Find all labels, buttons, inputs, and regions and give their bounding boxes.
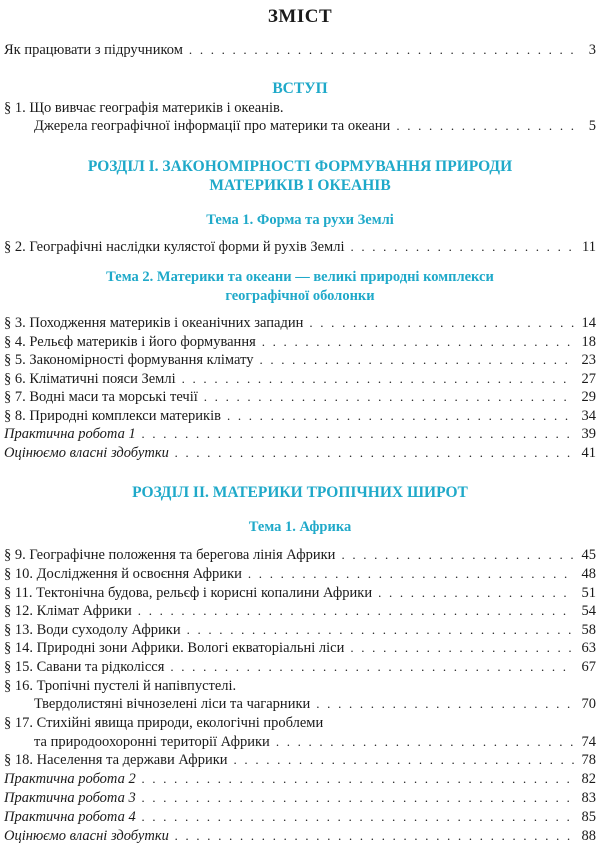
toc-entry-page: 70 <box>581 696 596 712</box>
dot-leader <box>234 751 574 769</box>
toc-entry-label: Практична робота 4 <box>4 809 136 825</box>
toc-entry-label: § 2. Географічні наслідки кулястої форми й рухів Землі <box>4 239 345 255</box>
toc-entry[interactable] <box>4 351 596 369</box>
toc-entry-label: § 12. Клімат Африки <box>4 603 132 619</box>
toc-entry-label: Твердолистяні вічнозелені ліси та чагарники <box>34 696 311 712</box>
toc-entry[interactable] <box>4 639 596 657</box>
toc-entry-16-line1[interactable]: § 16. Тропічні пустелі й напівпустелі. <box>4 678 237 694</box>
page-title: ЗМІСТ <box>267 6 333 27</box>
toc-entry-label: § 5. Закономірності формування клімату <box>4 352 254 368</box>
toc-entry-page: 48 <box>581 566 596 582</box>
toc-entry-label: § 6. Кліматичні пояси Землі <box>4 371 176 387</box>
dot-leader <box>204 388 574 406</box>
toc-entry-page: 45 <box>581 547 596 563</box>
toc-entry[interactable] <box>4 621 596 639</box>
toc-entry-assessment[interactable] <box>4 444 596 462</box>
toc-entry-page: 29 <box>581 389 596 405</box>
toc-entry[interactable] <box>4 314 596 332</box>
toc-entry-page: 54 <box>581 603 596 619</box>
dot-leader <box>182 370 574 388</box>
toc-entry-page: 67 <box>581 659 596 675</box>
dot-leader <box>170 658 574 676</box>
toc-entry-1[interactable] <box>34 117 596 135</box>
toc-entry[interactable] <box>4 388 596 406</box>
dot-leader <box>248 565 574 583</box>
toc-entry-16[interactable] <box>34 695 596 713</box>
toc-entry-assessment[interactable] <box>4 827 596 845</box>
toc-entry-page: 51 <box>581 585 596 601</box>
toc-entry-label: Джерела географічної інформації про материки та океани <box>34 118 391 134</box>
dot-leader <box>189 41 574 59</box>
dot-leader <box>262 333 574 351</box>
theme-heading-1-2-line2: географічної оболонки <box>225 288 375 304</box>
toc-entry-page: 27 <box>581 371 596 387</box>
toc-entry-page: 18 <box>581 334 596 350</box>
dot-leader <box>341 546 574 564</box>
toc-entry-label: § 14. Природні зони Африки. Вологі екваторіальні ліси <box>4 640 345 656</box>
toc-entry[interactable] <box>4 565 596 583</box>
toc-entry-label: § 8. Природні комплекси материків <box>4 408 221 424</box>
toc-entry-page: 39 <box>581 426 596 442</box>
toc-entry-1-line1[interactable]: § 1. Що вивчає географія материків і океанів. <box>4 100 284 116</box>
dot-leader <box>350 639 574 657</box>
toc-entry-label: Оцінюємо власні здобутки <box>4 445 169 461</box>
toc-entry-page: 58 <box>581 622 596 638</box>
toc-entry-page: 78 <box>581 752 596 768</box>
dot-leader <box>142 808 574 826</box>
dot-leader <box>175 827 574 845</box>
dot-leader <box>142 770 574 788</box>
toc-entry-page: 85 <box>581 809 596 825</box>
theme-heading-2-1: Тема 1. Африка <box>248 519 352 535</box>
toc-entry-label: § 4. Рельєф материків і його формування <box>4 334 256 350</box>
toc-entry-page: 23 <box>581 352 596 368</box>
dot-leader <box>142 425 574 443</box>
dot-leader <box>175 444 574 462</box>
toc-entry-practical[interactable] <box>4 808 596 826</box>
toc-entry[interactable] <box>4 238 596 256</box>
toc-entry-page: 88 <box>581 828 596 844</box>
toc-entry-label: Практична робота 2 <box>4 771 136 787</box>
toc-entry-label: та природоохоронні території Африки <box>34 734 270 750</box>
toc-entry-page: 82 <box>581 771 596 787</box>
toc-entry-label: § 10. Дослідження й освоєння Африки <box>4 566 242 582</box>
toc-entry[interactable] <box>4 333 596 351</box>
toc-entry-page: 34 <box>581 408 596 424</box>
toc-entry-label: § 15. Савани та рідколісся <box>4 659 165 675</box>
toc-entry-page: 74 <box>581 734 596 750</box>
toc-entry[interactable] <box>4 602 596 620</box>
toc-entry-page: 5 <box>588 118 596 134</box>
toc-entry-page: 14 <box>581 315 596 331</box>
section-heading-1-line2: МАТЕРИКІВ І ОКЕАНІВ <box>209 177 391 194</box>
dot-leader <box>142 789 574 807</box>
toc-entry-label: § 7. Водні маси та морські течії <box>4 389 198 405</box>
dot-leader <box>138 602 574 620</box>
toc-entry-page: 3 <box>588 42 596 58</box>
section-heading-1-line1: РОЗДІЛ І. ЗАКОНОМІРНОСТІ ФОРМУВАННЯ ПРИРОДИ <box>87 158 513 175</box>
toc-entry-17-line1[interactable]: § 17. Стихійні явища природи, екологічні проблеми <box>4 715 324 731</box>
dot-leader <box>227 407 574 425</box>
toc-entry-label: Практична робота 1 <box>4 426 136 442</box>
toc-entry[interactable] <box>4 546 596 564</box>
toc-entry-page: 11 <box>582 239 596 255</box>
toc-entry-label: § 3. Походження материків і океанічних западин <box>4 315 304 331</box>
dot-leader <box>396 117 574 135</box>
dot-leader <box>187 621 574 639</box>
toc-entry-label: § 11. Тектонічна будова, рельєф і корисні копалини Африки <box>4 585 373 601</box>
toc-entry-practical[interactable] <box>4 770 596 788</box>
toc-entry[interactable] <box>4 407 596 425</box>
toc-entry-page: 83 <box>581 790 596 806</box>
toc-entry[interactable] <box>4 584 596 602</box>
theme-heading-1-2-line1: Тема 2. Материки та океани — великі природні комплекси <box>106 269 494 285</box>
section-heading-vstup: ВСТУП <box>272 80 328 97</box>
toc-entry-intro[interactable] <box>4 41 596 59</box>
toc-entry-label: Оцінюємо власні здобутки <box>4 828 169 844</box>
toc-entry[interactable] <box>4 370 596 388</box>
toc-entry-label: § 9. Географічне положення та берегова лінія Африки <box>4 547 336 563</box>
toc-entry-page: 41 <box>581 445 596 461</box>
toc-entry[interactable] <box>4 751 596 769</box>
dot-leader <box>309 314 574 332</box>
dot-leader <box>276 733 574 751</box>
toc-entry-practical[interactable] <box>4 425 596 443</box>
dot-leader <box>259 351 574 369</box>
toc-entry-practical[interactable] <box>4 789 596 807</box>
toc-entry-label: Практична робота 3 <box>4 790 136 806</box>
section-heading-2: РОЗДІЛ ІІ. МАТЕРИКИ ТРОПІЧНИХ ШИРОТ <box>132 484 468 501</box>
toc-entry-label: § 18. Населення та держави Африки <box>4 752 228 768</box>
dot-leader <box>350 238 574 256</box>
toc-entry-page: 63 <box>581 640 596 656</box>
dot-leader <box>316 695 574 713</box>
toc-entry-label: § 13. Води суходолу Африки <box>4 622 181 638</box>
theme-heading-1-1: Тема 1. Форма та рухи Землі <box>206 212 394 228</box>
dot-leader <box>378 584 574 602</box>
toc-entry[interactable] <box>4 658 596 676</box>
toc-entry-17[interactable] <box>34 733 596 751</box>
toc-entry-label: Як працювати з підручником <box>4 42 183 58</box>
